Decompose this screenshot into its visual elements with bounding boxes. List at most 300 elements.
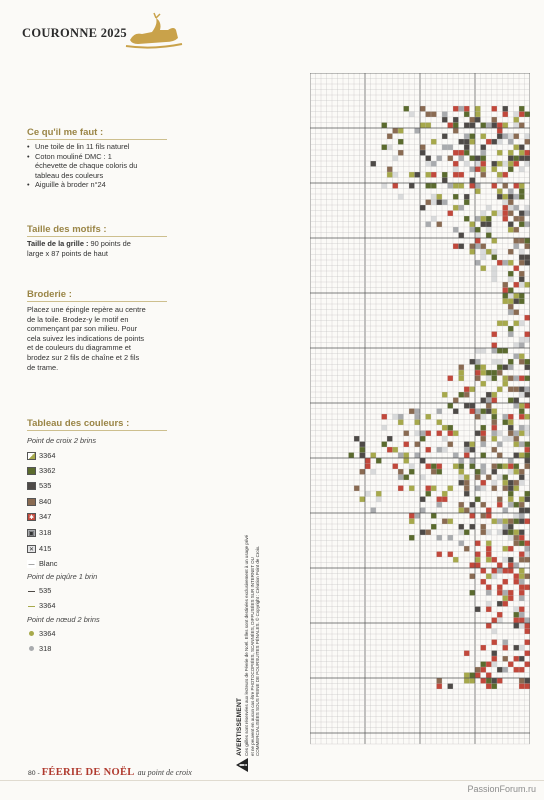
stitch-cell — [492, 117, 498, 123]
stitch-cell — [519, 189, 525, 195]
chart-grid — [310, 73, 530, 744]
stitch-cell — [503, 524, 509, 530]
stitch-cell — [448, 486, 454, 492]
stitch-cell — [508, 150, 514, 156]
stitch-cell — [525, 238, 531, 244]
stitch-cell — [525, 211, 531, 217]
stitch-cell — [486, 392, 492, 398]
stitch-cell — [464, 491, 470, 497]
stitch-cell — [525, 678, 531, 684]
stitch-cell — [514, 398, 520, 404]
stitch-cell — [409, 464, 415, 470]
stitch-cell — [415, 431, 421, 437]
stitch-cell — [481, 436, 487, 442]
stitch-cell — [459, 233, 465, 239]
stitch-cell — [497, 667, 503, 673]
stitch-cell — [525, 519, 531, 525]
legend-code: 3364 — [39, 601, 56, 610]
stitch-cell — [486, 409, 492, 415]
stitch-cell — [442, 178, 448, 184]
stitch-cell — [470, 156, 476, 162]
stitch-cell — [525, 508, 531, 514]
swatch-415: ✕ — [28, 546, 35, 553]
stitch-cell — [508, 271, 514, 277]
stitch-cell — [420, 205, 426, 211]
stitch-cell — [360, 453, 366, 459]
cross-stitch-heading: Point de croix 2 brins — [27, 436, 97, 445]
stitch-cell — [448, 552, 454, 558]
stitch-cell — [525, 662, 531, 668]
stitch-cell — [508, 398, 514, 404]
stitch-cell — [481, 425, 487, 431]
stitch-cell — [481, 645, 487, 651]
stitch-cell — [420, 508, 426, 514]
stitch-cell — [525, 557, 531, 563]
stitch-cell — [514, 469, 520, 475]
section-title: COURONNE 2025 — [22, 26, 127, 40]
stitch-cell — [508, 425, 514, 431]
stitch-cell — [453, 557, 459, 563]
stitch-cell — [492, 480, 498, 486]
stitch-cell — [492, 519, 498, 525]
stitch-cell — [503, 414, 509, 420]
stitch-cell — [497, 442, 503, 448]
stitch-cell — [525, 431, 531, 437]
stitch-cell — [426, 112, 432, 118]
stitch-cell — [492, 392, 498, 398]
stitch-cell — [393, 156, 399, 162]
stitch-cell — [492, 568, 498, 574]
stitch-cell — [503, 112, 509, 118]
stitch-cell — [481, 513, 487, 519]
stitch-cell — [464, 200, 470, 206]
stitch-cell — [514, 563, 520, 569]
stitch-cell — [503, 530, 509, 536]
stitch-cell — [426, 172, 432, 178]
stitch-cell — [503, 216, 509, 222]
stitch-cell — [514, 299, 520, 305]
stitch-cell — [519, 387, 525, 393]
stitch-cell — [497, 194, 503, 200]
stitch-cell — [492, 486, 498, 492]
stitch-cell — [525, 139, 531, 145]
stitch-cell — [497, 172, 503, 178]
stitch-cell — [519, 590, 525, 596]
stitch-cell — [492, 106, 498, 112]
stitch-cell — [453, 398, 459, 404]
stitch-cell — [448, 145, 454, 151]
stitch-cell — [497, 453, 503, 459]
stitch-cell — [519, 684, 525, 690]
stitch-cell — [503, 464, 509, 470]
stitch-cell — [415, 172, 421, 178]
stitch-cell — [475, 359, 481, 365]
stitch-cell — [508, 524, 514, 530]
stitch-cell — [486, 249, 492, 255]
stitch-cell — [420, 150, 426, 156]
stitch-cell — [503, 381, 509, 387]
stitch-cell — [519, 238, 525, 244]
stitch-cell — [376, 458, 382, 464]
stitch-cell — [409, 486, 415, 492]
stitch-cell — [475, 167, 481, 173]
stitch-cell — [514, 535, 520, 541]
stitch-cell — [497, 365, 503, 371]
stitch-cell — [514, 123, 520, 129]
stitch-cell — [470, 458, 476, 464]
stitch-cell — [459, 480, 465, 486]
stitch-cell — [525, 684, 531, 690]
stitch-cell — [519, 612, 525, 618]
stitch-cell — [409, 183, 415, 189]
stitch-cell — [519, 354, 525, 360]
stitch-cell — [420, 145, 426, 151]
stitch-cell — [492, 359, 498, 365]
stitch-cell — [503, 321, 509, 327]
watermark: PassionForum.ru — [467, 784, 536, 794]
stitch-cell — [481, 161, 487, 167]
stitch-cell — [486, 233, 492, 239]
stitch-cell — [415, 128, 421, 134]
stitch-cell — [519, 299, 525, 305]
stitch-cell — [519, 260, 525, 266]
stitch-cell — [459, 365, 465, 371]
stitch-cell — [360, 447, 366, 453]
stitch-cell — [519, 376, 525, 382]
stitch-cell — [387, 436, 393, 442]
stitch-cell — [481, 453, 487, 459]
stitch-cell — [349, 453, 355, 459]
magazine-title: FÉERIE DE NOËL — [41, 767, 135, 778]
stitch-cell — [508, 260, 514, 266]
stitch-cell — [453, 227, 459, 233]
stitch-cell — [525, 491, 531, 497]
stitch-cell — [514, 134, 520, 140]
stitch-cell — [514, 161, 520, 167]
stitch-cell — [519, 222, 525, 228]
stitch-cell — [525, 134, 531, 140]
stitch-cell — [448, 519, 454, 525]
stitch-cell — [519, 271, 525, 277]
stitch-cell — [508, 596, 514, 602]
stitch-cell — [448, 376, 454, 382]
stitch-cell — [525, 651, 531, 657]
stitch-cell — [459, 183, 465, 189]
list-item: • Coton mouliné DMC : 1 échevette de chaque coloris du tableau des couleurs — [27, 152, 142, 181]
stitch-cell — [442, 519, 448, 525]
size-label: Taille de la grille : — [27, 239, 89, 248]
stitch-cell — [398, 486, 404, 492]
stitch-cell — [470, 673, 476, 679]
swatch-knot-3364 — [27, 630, 36, 638]
stitch-cell — [415, 442, 421, 448]
stitch-cell — [508, 486, 514, 492]
stitch-cell — [486, 673, 492, 679]
page-footer — [28, 767, 192, 778]
stitch-cell — [475, 216, 481, 222]
stitch-cell — [503, 420, 509, 426]
stitch-cell — [448, 535, 454, 541]
stitch-cell — [481, 530, 487, 536]
stitch-cell — [426, 161, 432, 167]
stitch-cell — [497, 601, 503, 607]
stitch-cell — [519, 123, 525, 129]
stitch-cell — [519, 343, 525, 349]
stitch-cell — [481, 431, 487, 437]
stitch-cell — [437, 469, 443, 475]
stitch-cell — [387, 134, 393, 140]
stitch-cell — [437, 431, 443, 437]
stitch-cell — [492, 678, 498, 684]
stitch-cell — [448, 431, 454, 437]
stitch-cell — [475, 117, 481, 123]
swatch-backstitch-3364 — [27, 602, 36, 610]
stitch-cell — [470, 563, 476, 569]
stitch-cell — [503, 106, 509, 112]
stitch-cell — [382, 442, 388, 448]
stitch-cell — [492, 431, 498, 437]
stitch-cell — [464, 403, 470, 409]
stitch-cell — [459, 464, 465, 470]
stitch-cell — [525, 640, 531, 646]
stitch-cell — [437, 502, 443, 508]
stitch-cell — [519, 293, 525, 299]
stitch-cell — [503, 486, 509, 492]
stitch-cell — [525, 618, 531, 624]
stitch-cell — [398, 194, 404, 200]
stitch-cell — [519, 480, 525, 486]
stitch-cell — [492, 266, 498, 272]
stitch-cell — [464, 194, 470, 200]
stitch-cell — [497, 431, 503, 437]
stitch-cell — [475, 348, 481, 354]
stitch-cell — [475, 414, 481, 420]
stitch-cell — [519, 112, 525, 118]
stitch-cell — [497, 134, 503, 140]
stitch-cell — [382, 123, 388, 129]
stitch-cell — [387, 172, 393, 178]
stitch-cell — [464, 508, 470, 514]
warning-title: AVERTISSEMENT — [236, 697, 243, 756]
stitch-cell — [503, 601, 509, 607]
stitch-cell — [475, 365, 481, 371]
stitch-cell — [415, 414, 421, 420]
stitch-cell — [497, 464, 503, 470]
stitch-cell — [519, 255, 525, 261]
stitch-cell — [475, 409, 481, 415]
stitch-cell — [475, 469, 481, 475]
stitch-cell — [486, 552, 492, 558]
stitch-cell — [503, 640, 509, 646]
stitch-cell — [486, 216, 492, 222]
stitch-cell — [525, 574, 531, 580]
stitch-cell — [470, 178, 476, 184]
stitch-cell — [514, 480, 520, 486]
stitch-cell — [508, 662, 514, 668]
stitch-cell — [514, 244, 520, 250]
legend-code: 3362 — [39, 466, 56, 475]
stitch-cell — [519, 425, 525, 431]
stitch-cell — [453, 431, 459, 437]
cross-stitch-chart — [310, 73, 530, 749]
stitch-cell — [426, 183, 432, 189]
stitch-cell — [492, 414, 498, 420]
stitch-cell — [508, 546, 514, 552]
stitch-cell — [475, 227, 481, 233]
stitch-cell — [519, 337, 525, 343]
stitch-cell — [481, 414, 487, 420]
stitch-cell — [492, 332, 498, 338]
stitch-cell — [519, 211, 525, 217]
stitch-cell — [497, 519, 503, 525]
stitch-cell — [497, 321, 503, 327]
colors-title: Tableau des couleurs : — [27, 418, 130, 429]
stitch-cell — [437, 497, 443, 503]
stitch-cell — [508, 227, 514, 233]
stitch-cell — [426, 464, 432, 470]
stitch-cell — [514, 453, 520, 459]
stitch-cell — [508, 568, 514, 574]
stitch-cell — [481, 409, 487, 415]
stitch-cell — [525, 255, 531, 261]
stitch-cell — [492, 211, 498, 217]
stitch-cell — [459, 502, 465, 508]
stitch-cell — [508, 134, 514, 140]
swatch-535 — [27, 482, 36, 490]
stitch-cell — [514, 205, 520, 211]
legend-item-347 — [27, 511, 51, 522]
stitch-cell — [503, 480, 509, 486]
stitch-cell — [497, 370, 503, 376]
stitch-cell — [464, 530, 470, 536]
stitch-cell — [525, 156, 531, 162]
legend-code: 318 — [39, 644, 52, 653]
stitch-cell — [525, 282, 531, 288]
stitch-cell — [514, 145, 520, 151]
stitch-cell — [514, 645, 520, 651]
stitch-cell — [481, 398, 487, 404]
stitch-cell — [470, 222, 476, 228]
stitch-cell — [492, 656, 498, 662]
stitch-cell — [404, 106, 410, 112]
stitch-cell — [437, 535, 443, 541]
stitch-cell — [519, 442, 525, 448]
stitch-cell — [492, 436, 498, 442]
stitch-cell — [431, 486, 437, 492]
warning-icon — [236, 758, 248, 772]
stitch-cell — [492, 123, 498, 129]
stitch-cell — [453, 128, 459, 134]
stitch-cell — [514, 667, 520, 673]
stitch-cell — [503, 200, 509, 206]
stitch-cell — [426, 530, 432, 536]
stitch-cell — [448, 442, 454, 448]
stitch-cell — [475, 607, 481, 613]
stitch-cell — [481, 662, 487, 668]
stitch-cell — [409, 172, 415, 178]
stitch-cell — [519, 414, 525, 420]
stitch-cell — [503, 508, 509, 514]
stitch-cell — [508, 563, 514, 569]
stitch-cell — [497, 178, 503, 184]
stitch-cell — [475, 667, 481, 673]
stitch-cell — [459, 376, 465, 382]
stitch-cell — [448, 425, 454, 431]
stitch-cell — [470, 524, 476, 530]
stitch-cell — [525, 332, 531, 338]
stitch-cell — [481, 255, 487, 261]
stitch-cell — [492, 409, 498, 415]
stitch-cell — [415, 420, 421, 426]
stitch-cell — [453, 172, 459, 178]
stitch-cell — [525, 585, 531, 591]
stitch-cell — [492, 469, 498, 475]
stitch-cell — [508, 288, 514, 294]
stitch-cell — [486, 684, 492, 690]
stitch-cell — [514, 502, 520, 508]
stitch-cell — [525, 541, 531, 547]
stitch-cell — [437, 552, 443, 558]
stitch-cell — [481, 381, 487, 387]
stitch-cell — [497, 568, 503, 574]
stitch-cell — [426, 491, 432, 497]
stitch-cell — [492, 348, 498, 354]
stitch-cell — [475, 112, 481, 118]
stitch-cell — [525, 403, 531, 409]
page-header — [22, 12, 222, 52]
divider — [27, 236, 167, 237]
stitch-cell — [503, 299, 509, 305]
stitch-cell — [525, 552, 531, 558]
stitch-cell — [492, 343, 498, 349]
stitch-cell — [431, 513, 437, 519]
stitch-cell — [481, 442, 487, 448]
stitch-cell — [393, 447, 399, 453]
stitch-cell — [525, 161, 531, 167]
stitch-cell — [437, 684, 443, 690]
stitch-cell — [486, 590, 492, 596]
stitch-cell — [519, 667, 525, 673]
stitch-cell — [514, 156, 520, 162]
stitch-cell — [382, 414, 388, 420]
stitch-cell — [486, 662, 492, 668]
stitch-cell — [481, 579, 487, 585]
stitch-cell — [475, 244, 481, 250]
stitch-cell — [442, 425, 448, 431]
stitch-cell — [431, 200, 437, 206]
stitch-cell — [492, 420, 498, 426]
stitch-cell — [514, 574, 520, 580]
stitch-cell — [470, 409, 476, 415]
stitch-cell — [508, 502, 514, 508]
stitch-cell — [475, 370, 481, 376]
size-text — [27, 239, 147, 258]
stitch-cell — [525, 205, 531, 211]
stitch-cell — [514, 293, 520, 299]
stitch-cell — [475, 376, 481, 382]
stitch-cell — [475, 233, 481, 239]
swatch-3362 — [27, 467, 36, 475]
stitch-cell — [508, 249, 514, 255]
stitch-cell — [481, 172, 487, 178]
stitch-cell — [459, 150, 465, 156]
stitch-cell — [508, 464, 514, 470]
stitch-cell — [486, 513, 492, 519]
stitch-cell — [492, 370, 498, 376]
stitch-cell — [415, 513, 421, 519]
stitch-cell — [371, 469, 377, 475]
stitch-cell — [481, 150, 487, 156]
